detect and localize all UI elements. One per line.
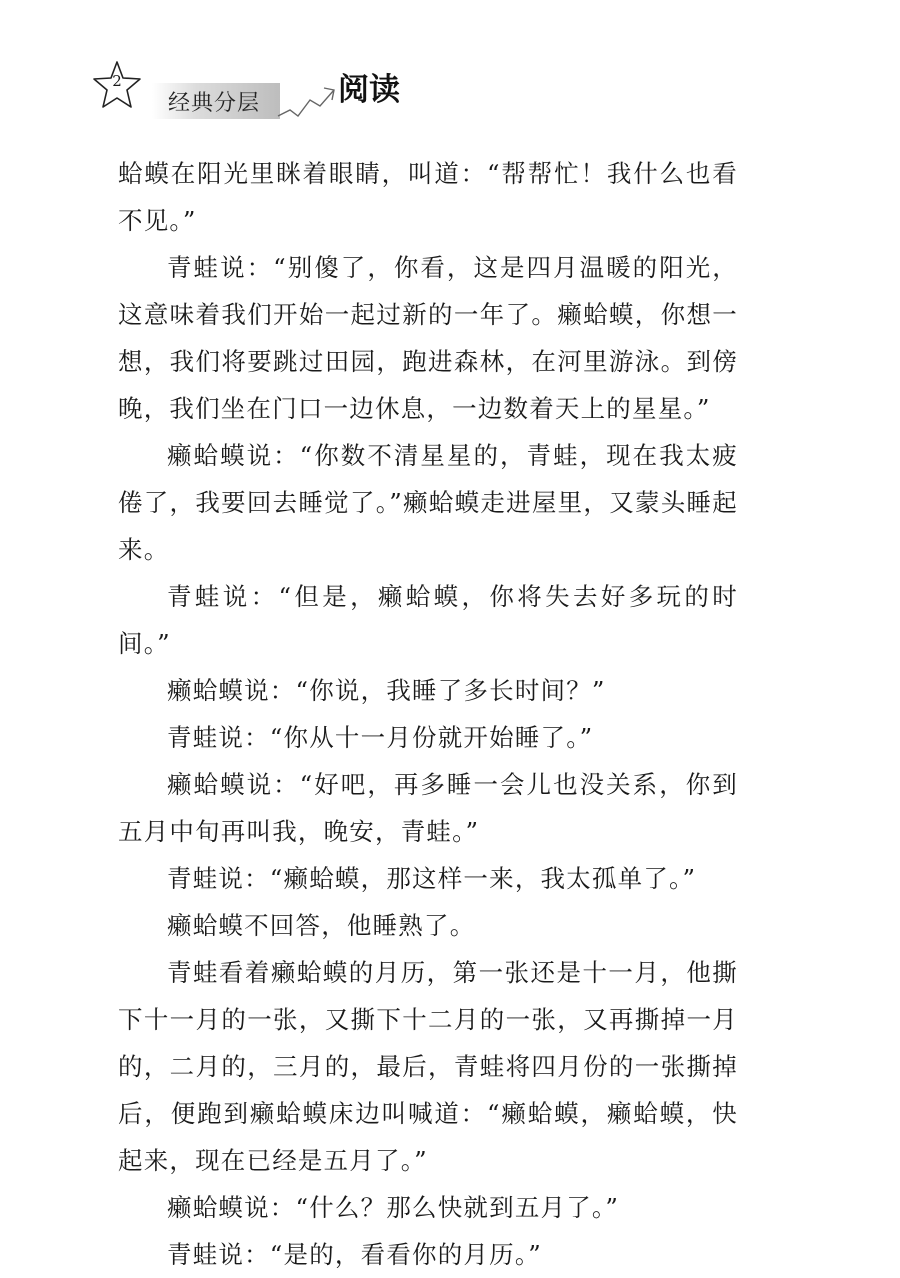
- paragraph: 蛤蟆在阳光里眯着眼睛，叫道：“帮帮忙！我什么也看不见。”: [118, 159, 738, 235]
- paragraph: 青蛙说：“是的，看看你的月历。”: [167, 1240, 542, 1269]
- series-title: 经典分层: [168, 91, 261, 116]
- trend-arrow-icon: [276, 76, 340, 122]
- page-header: [0, 0, 900, 140]
- paragraph: 青蛙看着癞蛤蟆的月历，第一张还是十一月，他撕下十一月的一张，又撕下十二月的一张，又再撕掉一月的，二月的，三月的，最后，青蛙将四月份的一张撕掉后，便跑到癞蛤蟆床边叫喊道：“癞蛤蟆，癞蛤蟆，快起来，现在已经是五月了。”: [118, 958, 738, 1175]
- page-number: 2: [112, 72, 122, 90]
- paragraph: 青蛙说：“但是，癞蛤蟆，你将失去好多玩的时间。”: [118, 582, 738, 658]
- paragraph: 癞蛤蟆不回答，他睡熟了。: [167, 911, 476, 940]
- paragraph: 癞蛤蟆说：“你说，我睡了多长时间？”: [167, 676, 606, 705]
- paragraph: 青蛙说：“你从十一月份就开始睡了。”: [167, 723, 594, 752]
- paragraph: 癞蛤蟆说：“什么？那么快就到五月了。”: [167, 1193, 620, 1222]
- paragraph: 癞蛤蟆说：“你数不清星星的，青蛙，现在我太疲倦了，我要回去睡觉了。”癞蛤蟆走进屋里，又蒙头睡起来。: [118, 441, 738, 564]
- paragraph: 青蛙说：“癞蛤蟆，那这样一来，我太孤单了。”: [167, 864, 697, 893]
- story-text: [118, 150, 738, 1278]
- paragraph: 癞蛤蟆说：“好吧，再多睡一会儿也没关系，你到五月中旬再叫我，晚安，青蛙。”: [118, 770, 738, 846]
- section-title: 阅读: [338, 72, 400, 108]
- paragraph: 青蛙说：“别傻了，你看，这是四月温暖的阳光，这意味着我们开始一起过新的一年了。癞蛤蟆，你想一想，我们将要跳过田园，跑进森林，在河里游泳。到傍晚，我们坐在门口一边休息，一边数着天上的星星。”: [118, 253, 738, 423]
